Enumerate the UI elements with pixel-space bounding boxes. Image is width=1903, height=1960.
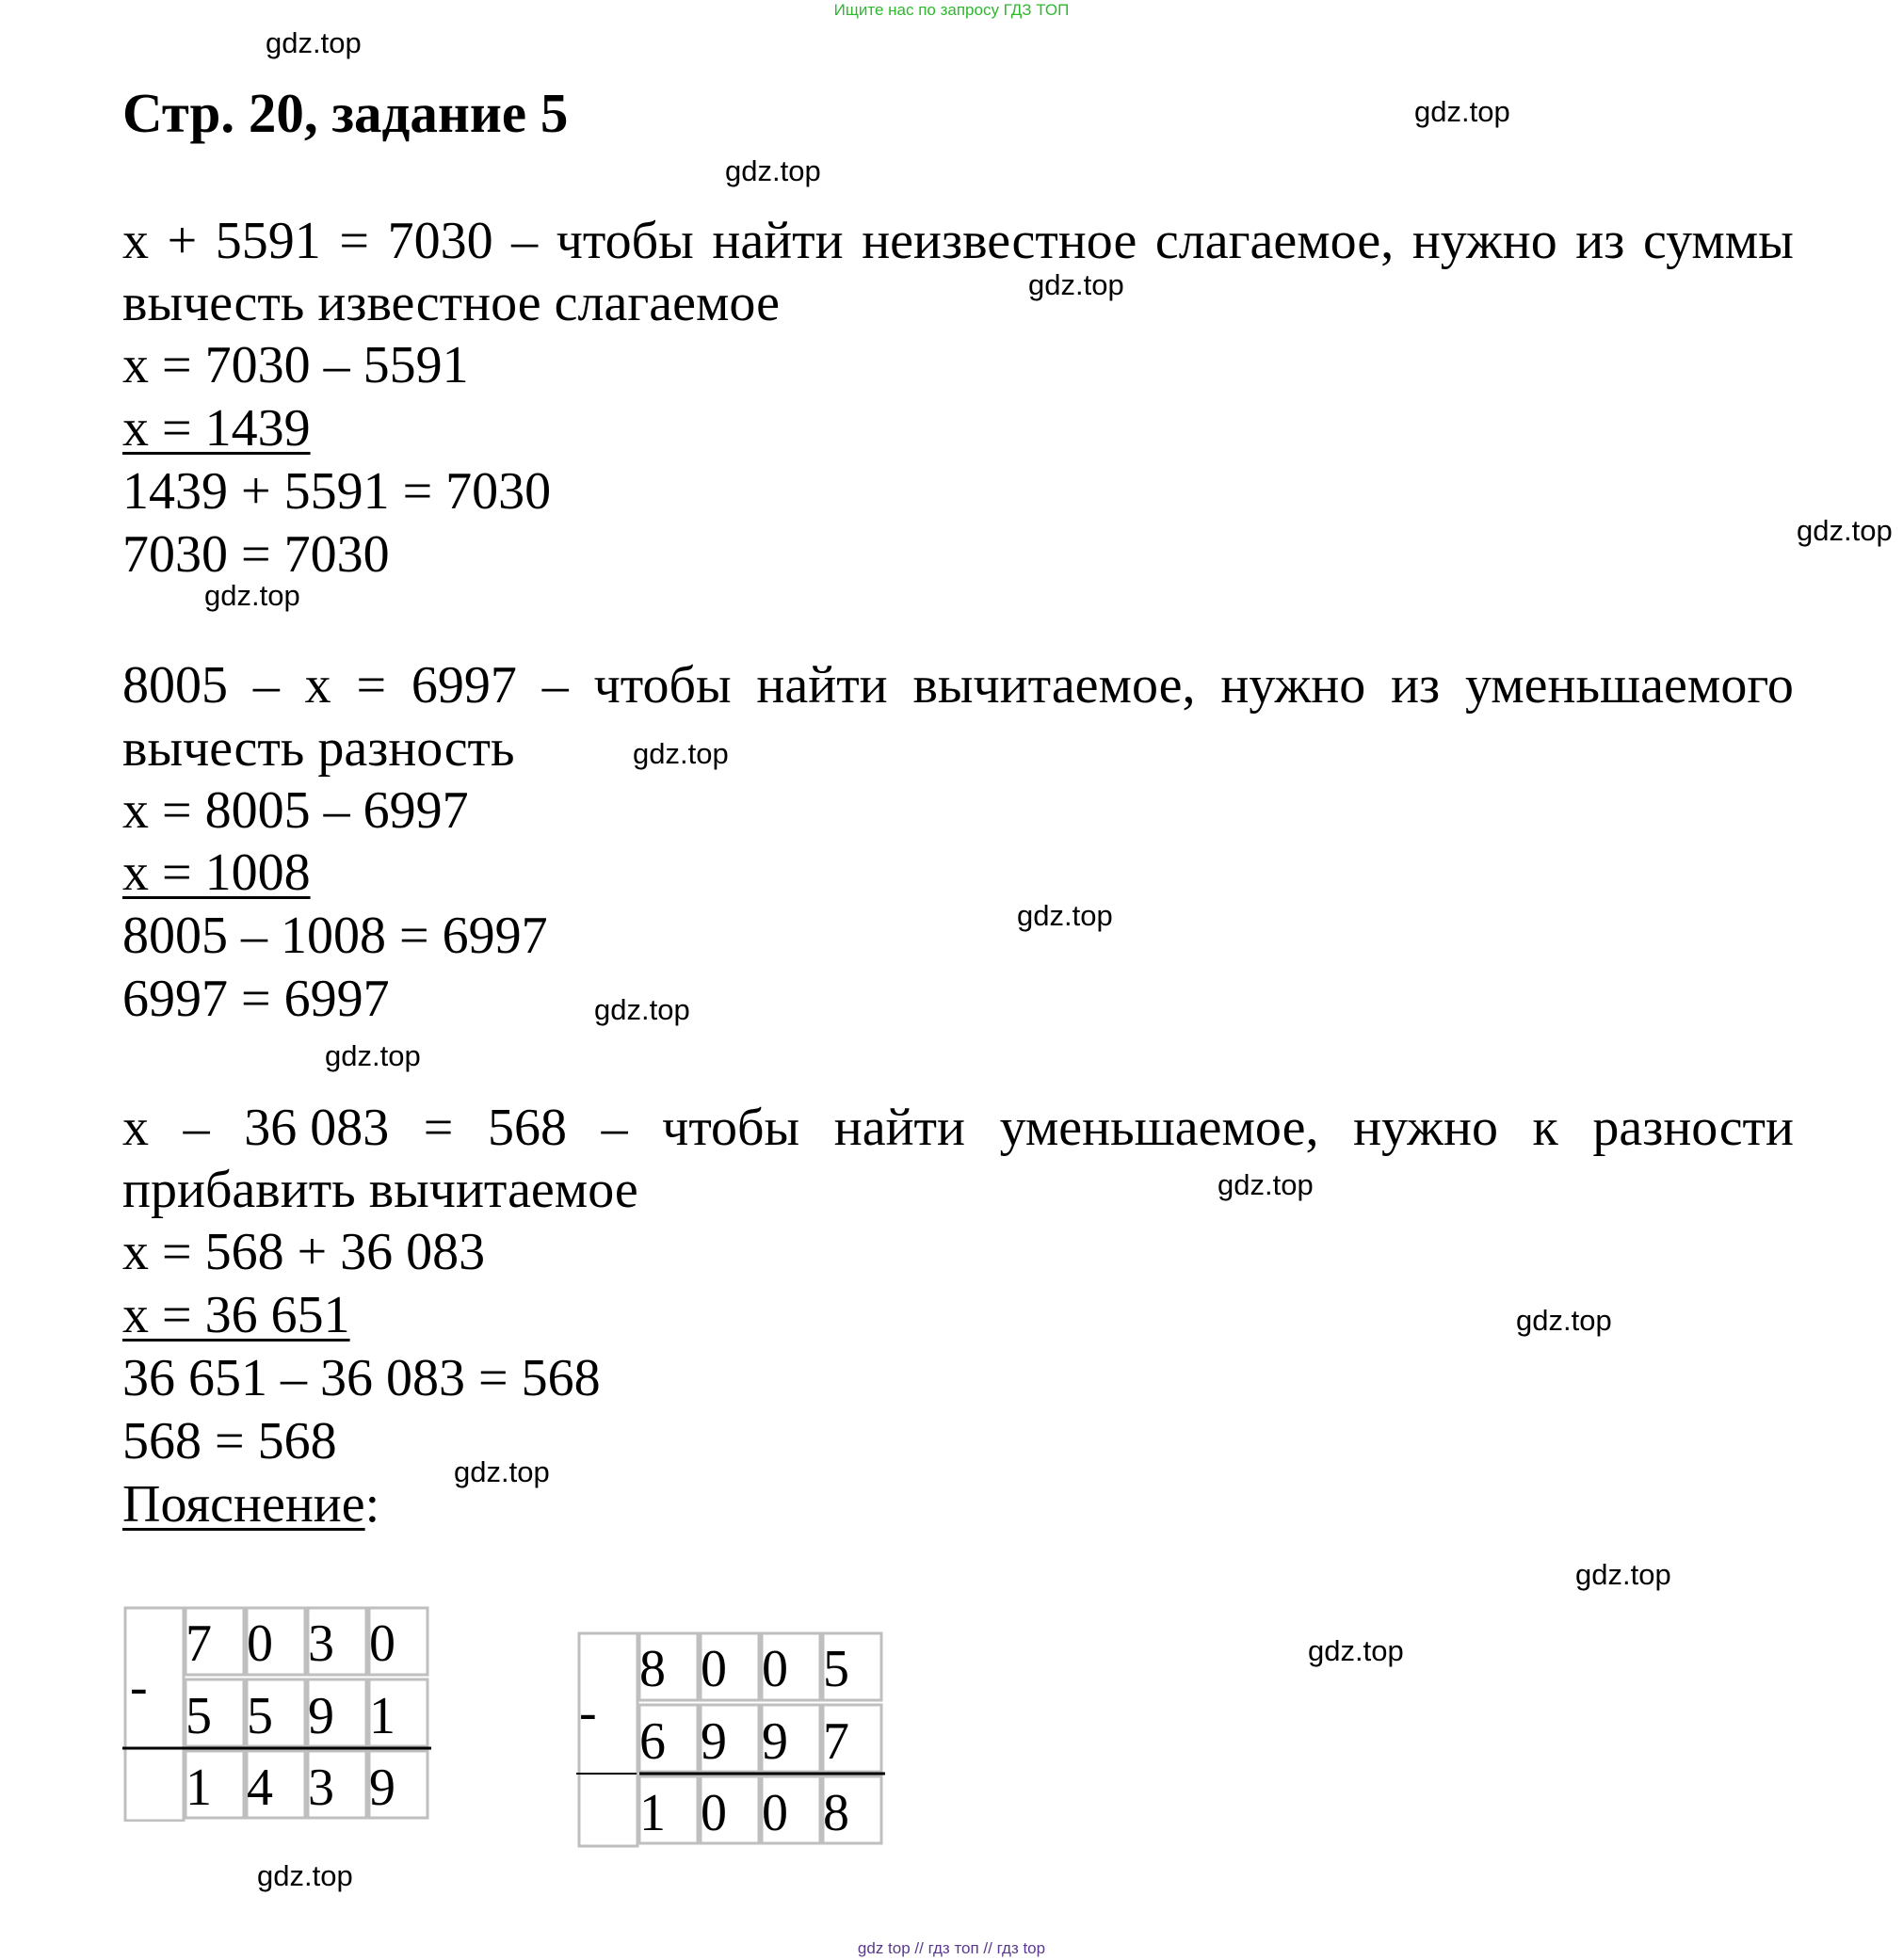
block1-line3: x = 7030 – 5591 <box>122 336 469 394</box>
watermark: gdz.top <box>1308 1634 1404 1667</box>
digit: 1 <box>185 1759 212 1817</box>
digit: 5 <box>247 1687 273 1745</box>
digit: 0 <box>762 1640 788 1698</box>
block3-line3: x = 568 + 36 083 <box>122 1223 486 1281</box>
watermark: gdz.top <box>454 1455 550 1488</box>
watermark: gdz.top <box>594 993 690 1026</box>
top-banner: Ищите нас по запросу ГДЗ ТОП <box>833 1 1070 19</box>
digit: 9 <box>369 1759 395 1817</box>
block3-line2: прибавить вычитаемое <box>122 1161 638 1219</box>
block1-check: 1439 + 5591 = 7030 <box>122 462 552 521</box>
digit: 5 <box>185 1687 212 1745</box>
block3-check-result: 568 = 568 <box>122 1412 337 1470</box>
footer-links: gdz top // гдз топ // гдз top <box>857 1939 1046 1957</box>
digit: 1 <box>369 1687 395 1745</box>
minus-sign: - <box>130 1658 148 1716</box>
watermark: gdz.top <box>1797 514 1893 547</box>
block2-answer: x = 1008 <box>122 843 311 902</box>
block1-line2: вычесть известное слагаемое <box>122 274 780 332</box>
digit: 4 <box>247 1759 273 1817</box>
minus-sign: - <box>579 1683 597 1742</box>
block1-check-result: 7030 = 7030 <box>122 525 390 584</box>
block3-line1: x – 36 083 = 568 – чтобы найти уменьшаемое, нужно к разности <box>122 1099 1794 1157</box>
digit: 0 <box>247 1615 273 1673</box>
digit: 0 <box>369 1615 395 1673</box>
digit: 9 <box>308 1687 334 1745</box>
watermark: gdz.top <box>1414 95 1510 128</box>
watermark: gdz.top <box>1218 1168 1314 1201</box>
column-subtraction-2 <box>576 1631 887 1849</box>
block2-line2: вычесть разность <box>122 719 515 778</box>
block1-line1: x + 5591 = 7030 – чтобы найти неизвестное слагаемое, нужно из суммы <box>122 212 1794 270</box>
page-title: Стр. 20, задание 5 <box>122 82 569 144</box>
watermark: gdz.top <box>725 154 821 187</box>
watermark: gdz.top <box>257 1859 353 1892</box>
digit: 0 <box>701 1784 727 1842</box>
digit: 6 <box>639 1712 666 1771</box>
digit: 7 <box>823 1712 849 1771</box>
watermark: gdz.top <box>1516 1304 1612 1337</box>
watermark: gdz.top <box>1028 268 1124 301</box>
block3-check: 36 651 – 36 083 = 568 <box>122 1349 601 1407</box>
column-subtraction-1 <box>122 1605 443 1822</box>
watermark: gdz.top <box>266 26 362 59</box>
block2-line1: 8005 – x = 6997 – чтобы найти вычитаемое, нужно из уменьшаемого <box>122 656 1794 715</box>
block1-answer: x = 1439 <box>122 399 311 458</box>
digit: 7 <box>185 1615 212 1673</box>
digit: 9 <box>701 1712 727 1771</box>
watermark: gdz.top <box>325 1039 421 1072</box>
block2-check-result: 6997 = 6997 <box>122 970 390 1028</box>
digit: 8 <box>823 1784 849 1842</box>
digit: 9 <box>762 1712 788 1771</box>
watermark: gdz.top <box>633 737 729 770</box>
digit: 3 <box>308 1759 334 1817</box>
digit: 8 <box>639 1640 666 1698</box>
watermark: gdz.top <box>1575 1558 1671 1591</box>
digit: 5 <box>823 1640 849 1698</box>
block3-answer: x = 36 651 <box>122 1286 350 1344</box>
block2-check: 8005 – 1008 = 6997 <box>122 907 548 965</box>
digit: 3 <box>308 1615 334 1673</box>
block2-line3: x = 8005 – 6997 <box>122 781 469 840</box>
explanation-heading: Пояснение: <box>122 1475 380 1534</box>
watermark: gdz.top <box>204 579 300 612</box>
watermark: gdz.top <box>1017 899 1113 932</box>
digit: 1 <box>639 1784 666 1842</box>
digit: 0 <box>762 1784 788 1842</box>
digit: 0 <box>701 1640 727 1698</box>
